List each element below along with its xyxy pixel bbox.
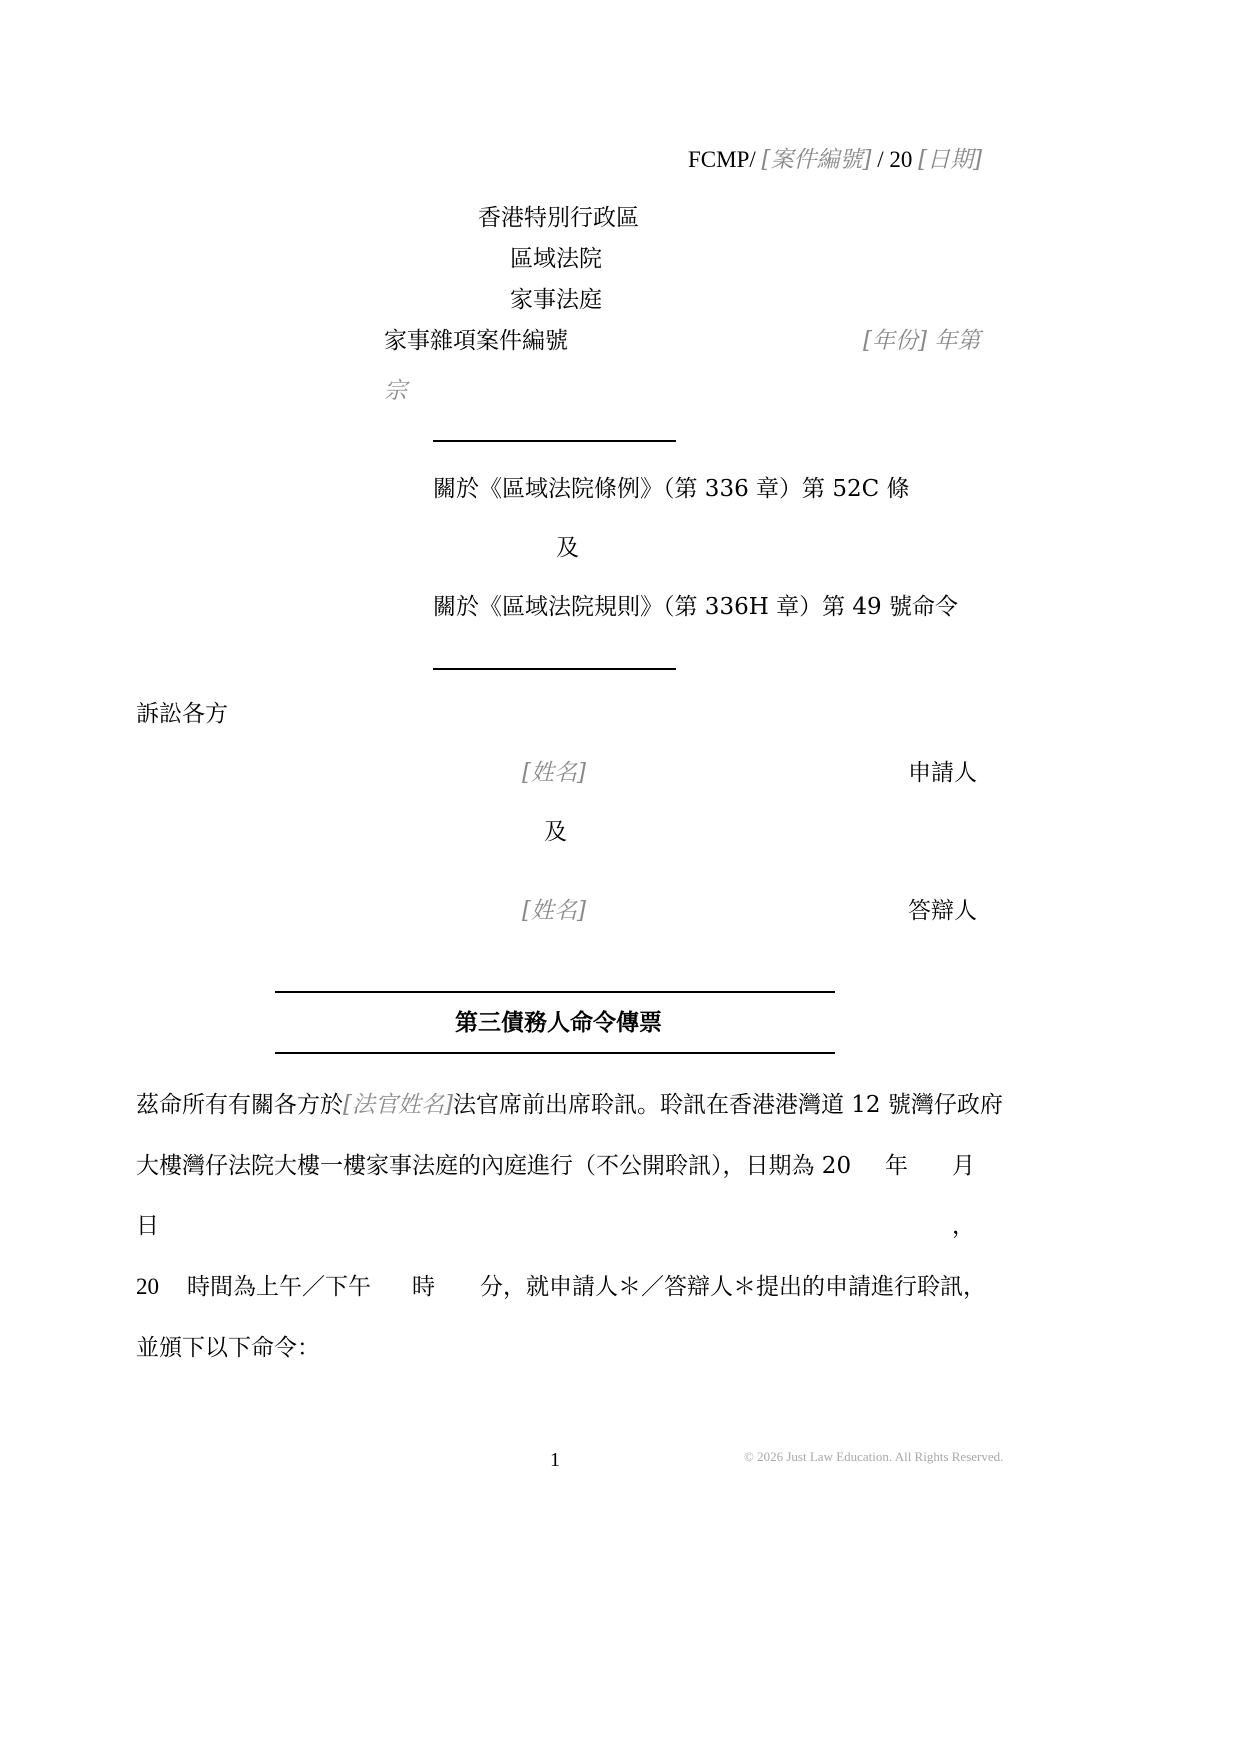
respondent-name-placeholder: [姓名] [522,898,586,924]
body-line-5: 並頒下以下命令： [136,1335,320,1361]
case-ref-year: / 20 [871,147,919,172]
hearing-time-label: 時間為上午／下午 [187,1274,371,1300]
applicant-name-placeholder: [姓名] [522,760,586,786]
copyright-notice: © 2026 Just Law Education. All Rights Reserved. [744,1449,1004,1464]
case-reference [688,146,982,174]
applicant-role: 申請人 [908,760,977,786]
hearing-day-label: 日 [136,1213,159,1239]
parties-and: 及 [544,819,567,845]
case-number-label: 家事雜項案件編號 [384,328,568,354]
hearing-year-prefix: 20 [136,1274,159,1299]
hearing-hour-label: 時 [412,1274,435,1300]
matter-rules: 關於《區域法院規則》（第 336H 章）第 49 號命令 [433,594,958,620]
divider-line [433,668,676,670]
judge-name-placeholder: [法官姓名] [343,1092,453,1118]
date-placeholder: [日期] [918,147,983,173]
body-line-1 [136,1091,1003,1119]
body-line-4-rest: 分，就申請人＊／答辯人＊提出的申請進行聆訊， [480,1274,986,1300]
hearing-month-label: 月 [952,1153,975,1179]
body-comma: ， [952,1213,975,1239]
document-title: 第三債務人命令傳票 [455,1009,662,1036]
respondent-role: 答辯人 [908,898,977,924]
body-text: 茲命所有有關各方於 [136,1092,343,1118]
case-year-placeholder: [年份] 年第 [863,328,981,354]
matter-ordinance: 關於《區域法院條例》（第 336 章）第 52C 條 [433,476,910,502]
court-line-district: 區域法院 [510,246,602,272]
hearing-year-label: 年 [885,1153,908,1179]
body-text: 法官席前出席聆訊。聆訊在香港港灣道 12 號灣仔政府 [452,1092,1003,1118]
title-bottom-rule [275,1052,835,1054]
page-number: 1 [550,1449,560,1471]
court-line-region: 香港特別行政區 [478,205,639,231]
parties-heading: 訴訟各方 [136,701,228,727]
title-top-rule [275,991,835,993]
case-number-suffix: 宗 [384,378,407,404]
case-number-placeholder: [案件編號] [761,147,872,173]
case-ref-prefix: FCMP/ [688,147,762,172]
court-line-family: 家事法庭 [510,287,602,313]
body-line-2: 大樓灣仔法院大樓一樓家事法庭的內庭進行（不公開聆訊），日期為 20 [136,1153,852,1179]
divider-line [433,440,676,442]
matter-and: 及 [556,535,579,561]
